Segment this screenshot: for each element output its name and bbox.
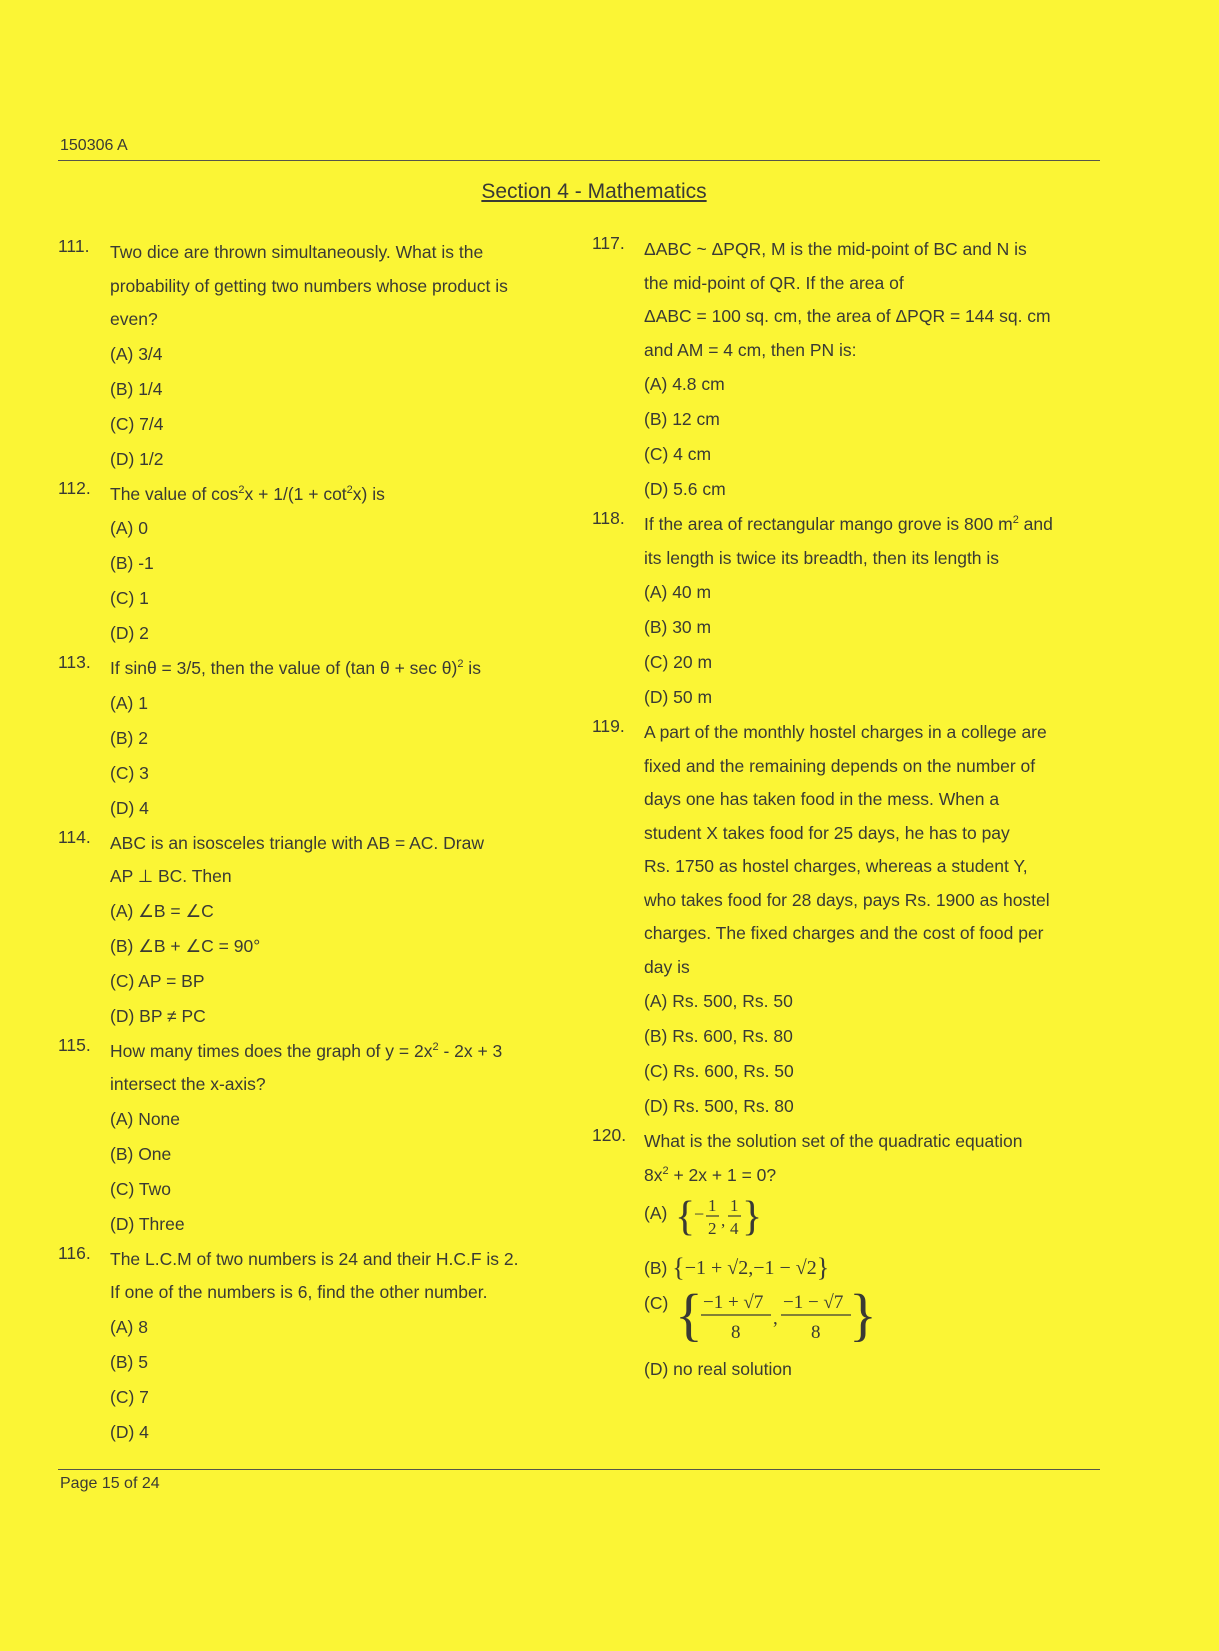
question-number: 115.	[58, 1034, 91, 1055]
option-d: (D) 1/2	[110, 448, 164, 469]
option-b: (B) One	[110, 1143, 172, 1164]
question-number: 117.	[592, 233, 625, 253]
option-c: (C) 1	[110, 588, 149, 608]
option-a: (A) 0	[110, 518, 148, 538]
option-d: (D) 5.6 cm	[644, 479, 726, 499]
question-text-line: If one of the numbers is 6, find the other number.	[110, 1282, 488, 1302]
question-number: 111.	[58, 236, 90, 256]
question-116	[58, 1243, 578, 1450]
question-text-line: If the area of rectangular mango grove is 800 $m^2$ and	[644, 514, 1053, 534]
option-a: (A) Rs. 500, Rs. 50	[644, 991, 793, 1011]
option-b: (B) 30 m	[644, 617, 712, 637]
svg-text:}: }	[849, 1282, 878, 1347]
question-text-line: ΔABC = 100 sq. cm, the area of ΔPQR = 144 sq. cm	[644, 306, 1051, 326]
svg-text:−: −	[694, 1204, 705, 1224]
question-number: 113.	[58, 652, 91, 672]
header-rule	[58, 160, 1100, 161]
question-text-line: If sinθ = 3/5, then the value of (tan θ + sec θ)$^2$ is	[110, 658, 481, 678]
question-text-line: day is	[644, 956, 690, 977]
question-number: 120.	[592, 1125, 627, 1145]
option-d: (D) no real solution	[644, 1359, 792, 1379]
question-text-line: its length is twice its breadth, then its length is	[644, 547, 1000, 568]
option-a: (A) 40 m	[644, 582, 712, 602]
section-title: Section 4 - Mathematics	[481, 180, 707, 203]
question-text-line: days one has taken food in the mess. When a	[644, 789, 1000, 809]
question-number: 119.	[592, 716, 625, 736]
option-c-math	[673, 1282, 878, 1348]
page-number: Page 15 of 24	[60, 1475, 160, 1492]
option-a: (A) 8	[110, 1316, 148, 1337]
option-a: (A) 1	[110, 692, 148, 713]
paper-code: 150306 A	[60, 137, 128, 154]
question-text-line: intersect the x-axis?	[110, 1074, 266, 1094]
footer-rule	[58, 1469, 1100, 1470]
svg-text:2: 2	[708, 1219, 717, 1238]
option-d: (D) Rs. 500, Rs. 80	[644, 1096, 794, 1116]
right-column	[592, 233, 1102, 1387]
option-b: (B) 5	[110, 1351, 148, 1372]
question-text-line: ΔABC ~ ΔPQR, M is the mid-point of BC and N is	[644, 239, 1027, 259]
option-a: (A) 4.8 cm	[644, 374, 725, 394]
option-b: (B) ∠B + ∠C = 90°	[110, 935, 261, 956]
option-d: (D) Three	[110, 1213, 185, 1234]
option-b-root-2: −1 − √2	[753, 1257, 817, 1279]
question-114	[58, 827, 578, 1034]
option-b: (B) 2	[110, 727, 148, 748]
question-text-line: AP ⊥ BC. Then	[110, 866, 232, 886]
option-a: (A) 3/4	[110, 343, 163, 364]
question-text-line: probability of getting two numbers whose product is	[110, 275, 508, 296]
option-c: (C) Two	[110, 1178, 171, 1199]
question-text-line: What is the solution set of the quadratic equation	[644, 1131, 1023, 1151]
svg-text:−1 + √7: −1 + √7	[703, 1292, 764, 1313]
question-text-line: A part of the monthly hostel charges in a college are	[644, 722, 1047, 742]
svg-text:{: {	[675, 1194, 696, 1240]
svg-text:4: 4	[730, 1219, 739, 1238]
question-text-line: even?	[110, 309, 158, 329]
option-a-math	[672, 1192, 762, 1244]
question-text-line: Rs. 1750 as hostel charges, whereas a student Y,	[644, 856, 1028, 876]
svg-text:,: ,	[773, 1308, 778, 1329]
question-number: 114.	[58, 826, 91, 847]
option-b: (B) {−1 + √2,−1 − √2}	[644, 1253, 830, 1282]
question-text-line: Two dice are thrown simultaneously. What is the	[110, 242, 484, 262]
question-text-line: fixed and the remaining depends on the number of	[644, 755, 1036, 776]
svg-text:,: ,	[721, 1211, 726, 1230]
question-118	[592, 508, 1102, 715]
question-text-line: and AM = 4 cm, then PN is:	[644, 339, 857, 360]
question-112	[58, 478, 578, 652]
option-b-root-1: −1 + √2,	[684, 1257, 754, 1279]
svg-text:}: }	[742, 1194, 763, 1240]
option-d: (D) BP ≠ PC	[110, 1005, 206, 1026]
option-c: (C) Rs. 600, Rs. 50	[644, 1061, 794, 1081]
option-d: (D) 50 m	[644, 687, 713, 707]
option-c: (C) { −1 + √7 8 , −1 − √7 8 }	[644, 1282, 878, 1347]
option-c: (C) AP = BP	[110, 970, 205, 991]
question-text-line: student X takes food for 25 days, he has to pay	[644, 822, 1010, 843]
option-a: (A) ∠B = ∠C	[110, 900, 214, 921]
question-111	[58, 236, 578, 477]
question-113	[58, 652, 578, 826]
question-text-line: who takes food for 28 days, pays Rs. 1900 as hostel	[644, 889, 1050, 910]
left-column	[58, 236, 578, 1450]
question-120	[592, 1125, 1102, 1387]
question-number: 118.	[592, 508, 625, 528]
option-c: (C) 7	[110, 1386, 149, 1407]
svg-text:{: {	[675, 1282, 704, 1347]
question-text-line: $8x^2 + 2x + 1 = 0$?	[644, 1164, 777, 1185]
svg-text:−1 − √7: −1 − √7	[783, 1292, 844, 1313]
option-c: (C) 7/4	[110, 413, 164, 434]
question-117	[592, 233, 1102, 507]
option-a: (A) { − 1 2 , 1 4 }	[644, 1192, 1102, 1248]
option-d: (D) 4	[110, 1421, 149, 1442]
svg-text:8: 8	[811, 1322, 821, 1343]
option-b: (B) -1	[110, 553, 154, 573]
question-119	[592, 716, 1102, 1124]
question-text-line: charges. The fixed charges and the cost of food per	[644, 923, 1044, 943]
option-c: (C) 20 m	[644, 652, 713, 672]
option-b: (B) 12 cm	[644, 409, 720, 429]
option-a: (A) None	[110, 1108, 181, 1129]
option-b: (B) Rs. 600, Rs. 80	[644, 1026, 793, 1046]
option-b: (B) 1/4	[110, 378, 163, 399]
svg-text:1: 1	[708, 1196, 717, 1215]
question-text-line: ABC is an isosceles triangle with AB = AC. Draw	[110, 832, 484, 853]
question-text-line: The L.C.M of two numbers is 24 and their H.C.F is 2.	[110, 1248, 519, 1269]
question-text-line: How many times does the graph of $y = 2x^2 - 2x + 3$	[110, 1040, 503, 1061]
option-d: (D) 2	[110, 623, 149, 643]
svg-text:1: 1	[730, 1196, 739, 1215]
question-number: 116.	[58, 1242, 91, 1263]
question-text-line: The value of $\cos^2x + 1/(1 + \cot^2x)$ is	[110, 483, 385, 504]
svg-text:8: 8	[731, 1322, 741, 1343]
option-c: (C) 3	[110, 762, 149, 783]
option-d: (D) 4	[110, 797, 149, 818]
question-number: 112.	[58, 477, 91, 498]
question-115	[58, 1035, 578, 1242]
option-c: (C) 4 cm	[644, 444, 712, 464]
question-text-line: the mid-point of QR. If the area of	[644, 272, 904, 293]
